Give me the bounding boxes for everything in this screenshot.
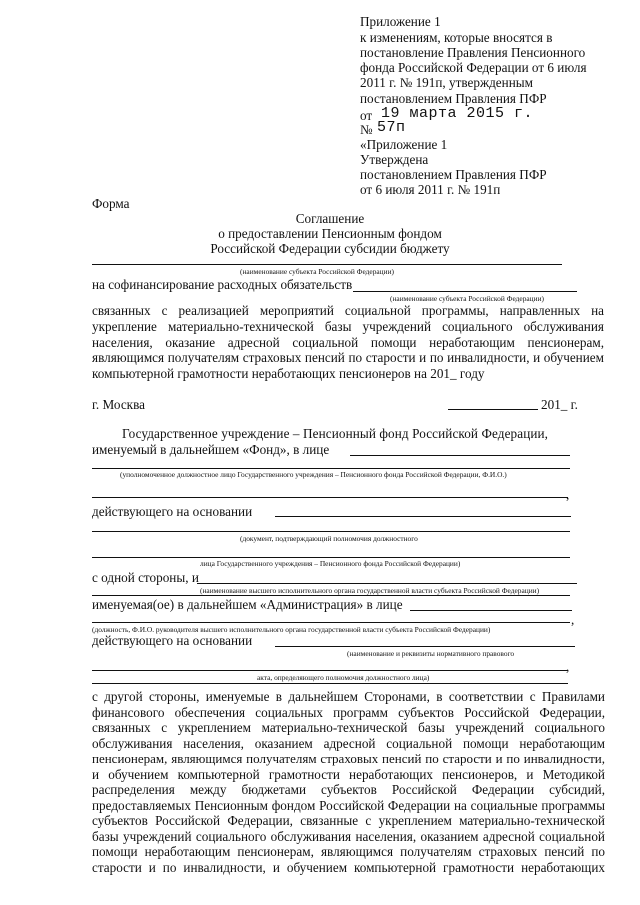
legal-act-caption-2: акта, определяющего полномочия должностного лица) (257, 673, 430, 682)
purpose-line-5: компьютерной грамотности неработающих пенсионеров на 201_ году (92, 366, 485, 381)
body-line-8: предоставляемых Пенсионным фондом Российской Федерации на социальные программы (92, 798, 605, 813)
title-line-3: Российской Федерации субсидии бюджету (210, 241, 450, 256)
body-line-11: помощи неработающим пенсионерам, являющимся получателям страховых пенсий по (92, 844, 605, 859)
head-position-caption: (должность, Ф.И.О. руководителя высшего исполнительного органа государственной власти субъекта Российской Федерации) (92, 625, 491, 634)
document-caption: (документ, подтверждающий полномочия должностного (240, 534, 418, 543)
acting-basis-label: действующего на основании (92, 504, 253, 519)
purpose-line-2: укрепление материально-технической базы учреждений социального обслуживания (92, 319, 604, 334)
header-line-6: постановлением Правления ПФР (360, 91, 547, 106)
document-caption-2: лица Государственного учреждения – Пенсионного фонда Российской Федерации) (200, 559, 461, 568)
title-line-1: Соглашение (295, 211, 365, 226)
exec-body-caption: (наименование высшего исполнительного органа государственной власти субъекта Российской Федерации) (200, 586, 540, 595)
subject-name-line[interactable] (92, 264, 562, 265)
exec-body-line[interactable] (197, 583, 577, 584)
subject-name-line-2[interactable] (353, 291, 577, 292)
basis-line[interactable] (275, 516, 571, 517)
body-line-1: с другой стороны, именуемые в дальнейшем Сторонами, в соответствии с Правилами (92, 689, 605, 704)
purpose-line-1: связанных с реализацией мероприятий социальной программы, направленных на (92, 303, 604, 318)
body-line-6: и обучением компьютерной грамотности неработающих пенсионеров, и Методикой (92, 767, 605, 782)
admin-named-label: именуемая(ое) в дальнейшем «Администрация» в лице (92, 597, 403, 612)
header2-line-4: от 6 июля 2011 г. № 191п (360, 182, 501, 197)
header2-line-3: постановлением Правления ПФР (360, 167, 547, 182)
purpose-line-4: являющимся получателям страховых пенсий по старости и по инвалидности, и обучением (92, 350, 604, 365)
purpose-line-3: населения, оказание адресной социальной помощи неработающим пенсионерам, (92, 335, 604, 350)
legal-act-line-2[interactable] (92, 670, 568, 671)
fund-person-line-2[interactable] (92, 497, 568, 498)
date-prefix: от (360, 108, 373, 123)
head-line-2[interactable] (92, 622, 570, 623)
body-line-7: распределения между бюджетами субъектов Российской Федерации субсидий, (92, 782, 605, 797)
legal-act-line[interactable] (275, 646, 575, 647)
body-line-2: финансового обеспечения социальных программ субъектов Российской Федерации, (92, 705, 605, 720)
fund-person-line-a[interactable] (350, 455, 570, 456)
number-value: 57п (377, 119, 406, 136)
title-line-2: о предоставлении Пенсионным фондом (218, 226, 442, 241)
authorized-person-caption: (уполномоченное должностное лицо Государственного учреждения – Пенсионного фонда Российской Федерации, Ф.И.О.) (120, 470, 507, 479)
city: г. Москва (92, 397, 145, 412)
header-line-3: постановление Правления Пенсионного (360, 45, 586, 60)
header-line-4: фонда Российской Федерации от 6 июля (360, 60, 587, 75)
date-value: 19 марта 2015 г. (381, 105, 534, 122)
comma-2: , (571, 612, 575, 627)
legal-act-line-3[interactable] (92, 683, 568, 684)
cofinancing-label: на софинансирование расходных обязательств (92, 277, 353, 292)
party1-line-1: Государственное учреждение – Пенсионный фонд Российской Федерации, (122, 426, 549, 441)
basis-line-2[interactable] (92, 531, 570, 532)
body-line-4: обслуживания населения, оказанием адресной социальной помощи неработающим (92, 736, 605, 751)
body-line-10: базы учреждений социального обслуживания населения, оказанием адресной социальной (92, 829, 605, 844)
year-suffix: 201_ г. (541, 397, 578, 412)
subject-name-caption-2: (наименование субъекта Российской Федерации) (390, 294, 545, 303)
header-line-5: 2011 г. № 191п, утвержденным (360, 75, 533, 90)
body-line-9: субъектов Российской Федерации, связанные с укреплением материально-технической (92, 813, 605, 828)
exec-body-line-2[interactable] (92, 595, 570, 596)
one-side-label: с одной стороны, и (92, 570, 199, 585)
header2-line-1: «Приложение 1 (360, 137, 448, 152)
body-line-3: связанных с укреплением материально-технической базы учреждений социального (92, 720, 605, 735)
date-line[interactable] (448, 409, 538, 410)
fund-person-line[interactable] (92, 468, 570, 469)
number-prefix: № (360, 122, 373, 137)
acting-basis-label-2: действующего на основании (92, 633, 253, 648)
head-line[interactable] (410, 610, 572, 611)
basis-line-3[interactable] (92, 557, 570, 558)
party1-line-2: именуемый в дальнейшем «Фонд», в лице (92, 442, 330, 457)
comma-1: , (566, 487, 570, 502)
body-line-5: пенсионерам, являющимся получателям страховых пенсий по старости и по инвалидности, (92, 751, 605, 766)
comma-3: , (566, 659, 570, 674)
header-line-1: Приложение 1 (360, 14, 441, 29)
legal-act-caption: (наименование и реквизиты нормативного правового (347, 649, 515, 658)
subject-name-caption: (наименование субъекта Российской Федерации) (240, 267, 395, 276)
header-line-2: к изменениям, которые вносятся в (360, 30, 553, 45)
form-label: Форма (92, 196, 130, 211)
header2-line-2: Утверждена (360, 152, 429, 167)
body-line-12: старости и по инвалидности, и обучением компьютерной грамотности неработающих (92, 860, 605, 875)
